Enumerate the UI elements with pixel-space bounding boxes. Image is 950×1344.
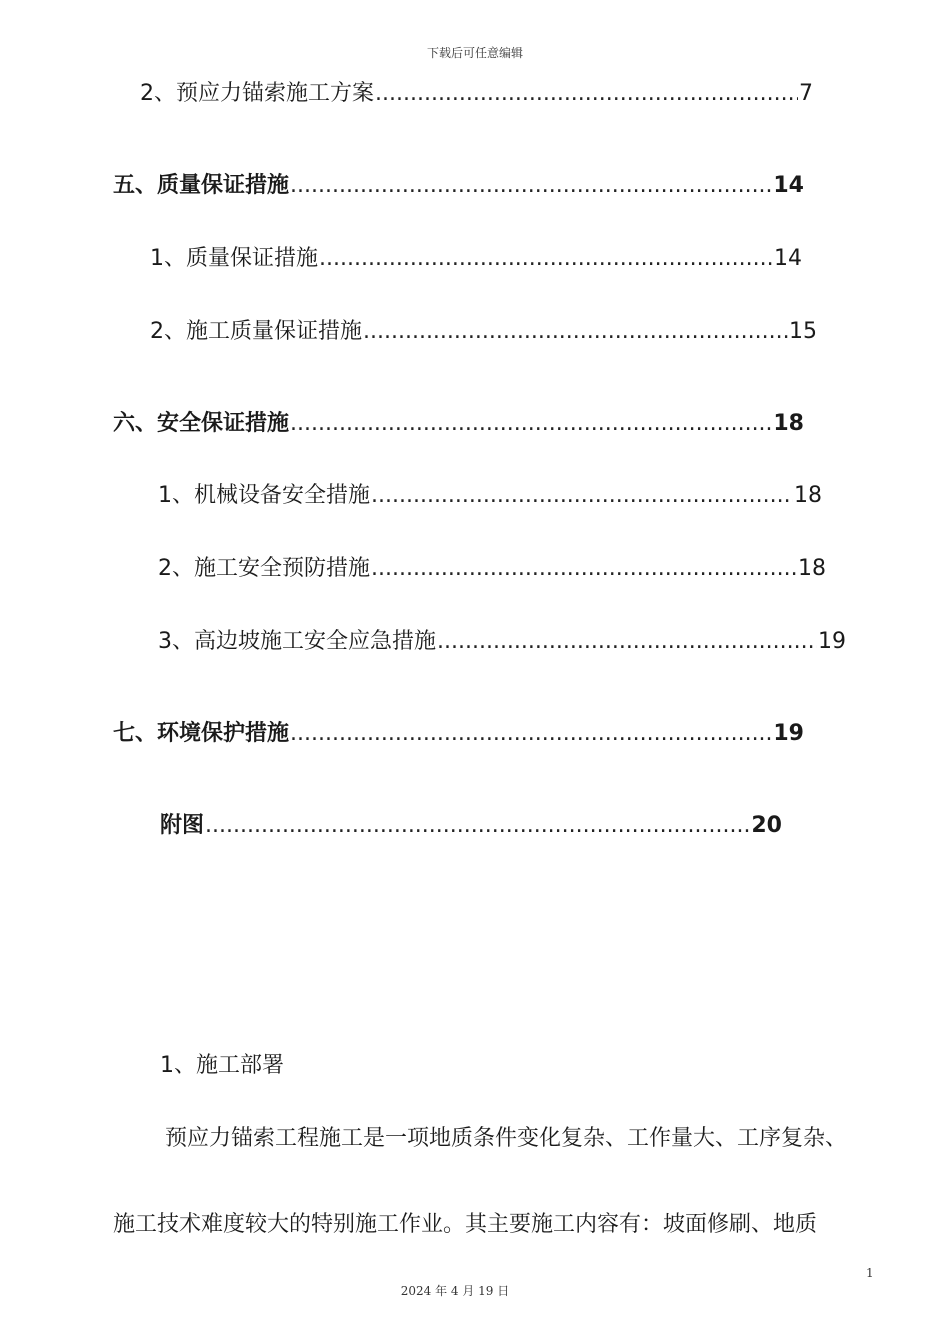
toc-entry-page: 20: [751, 813, 782, 838]
toc-entry-label: 1、质量保证措施: [150, 246, 318, 271]
toc-entry-page: 18: [773, 411, 804, 436]
toc-entry-page: 18: [798, 556, 826, 581]
toc-entry[interactable]: [160, 812, 782, 840]
toc-entry[interactable]: [158, 628, 846, 656]
toc-entry-label: 2、施工安全预防措施: [158, 556, 370, 581]
toc-entry-label: 五、质量保证措施: [113, 173, 290, 198]
toc-entry-page: 19: [773, 721, 804, 746]
toc-entry[interactable]: [113, 410, 804, 438]
toc-leader-dots: [290, 172, 772, 200]
toc-entry-label: 3、高边坡施工安全应急措施: [158, 629, 436, 654]
toc-leader-dots: [290, 720, 772, 748]
section-heading: 1、施工部署: [160, 1053, 284, 1078]
toc-entry-label: 2、预应力锚索施工方案: [140, 81, 374, 106]
toc-leader-dots: [205, 812, 750, 840]
toc-entry-label: 附图: [160, 813, 205, 838]
paragraph-line: 预应力锚索工程施工是一项地质条件变化复杂、工作量大、工序复杂、: [165, 1126, 848, 1151]
toc-entry[interactable]: [150, 318, 817, 346]
toc-leader-dots: [437, 628, 817, 656]
toc-entry-label: 2、施工质量保证措施: [150, 319, 362, 344]
toc-entry-page: 14: [774, 246, 802, 271]
toc-entry-label: 六、安全保证措施: [113, 411, 290, 436]
toc-entry-label: 1、机械设备安全措施: [158, 483, 370, 508]
toc-entry[interactable]: [158, 482, 822, 510]
page-header: 下载后可任意编辑: [426, 46, 523, 60]
toc-leader-dots: [375, 80, 798, 108]
toc-entry[interactable]: [150, 245, 802, 273]
page-number: 1: [866, 1266, 874, 1280]
toc-entry[interactable]: [113, 172, 804, 200]
toc-entry-page: 7: [799, 81, 813, 106]
page-footer-date: 2024 年 4 月 19 日: [400, 1284, 510, 1298]
toc-entry-page: 15: [789, 319, 817, 344]
toc-entry-page: 14: [773, 173, 804, 198]
toc-entry-label: 七、环境保护措施: [113, 721, 290, 746]
toc-entry-page: 18: [794, 483, 822, 508]
toc-leader-dots: [290, 410, 772, 438]
paragraph-line: 施工技术难度较大的特别施工作业。其主要施工内容有：坡面修刷、地质: [113, 1212, 818, 1237]
toc-leader-dots: [319, 245, 773, 273]
toc-entry[interactable]: [158, 555, 826, 583]
toc-leader-dots: [371, 482, 793, 510]
toc-leader-dots: [371, 555, 797, 583]
toc-entry[interactable]: [113, 720, 804, 748]
toc-entry[interactable]: [140, 80, 813, 108]
toc-leader-dots: [363, 318, 788, 346]
toc-entry-page: 19: [818, 629, 846, 654]
